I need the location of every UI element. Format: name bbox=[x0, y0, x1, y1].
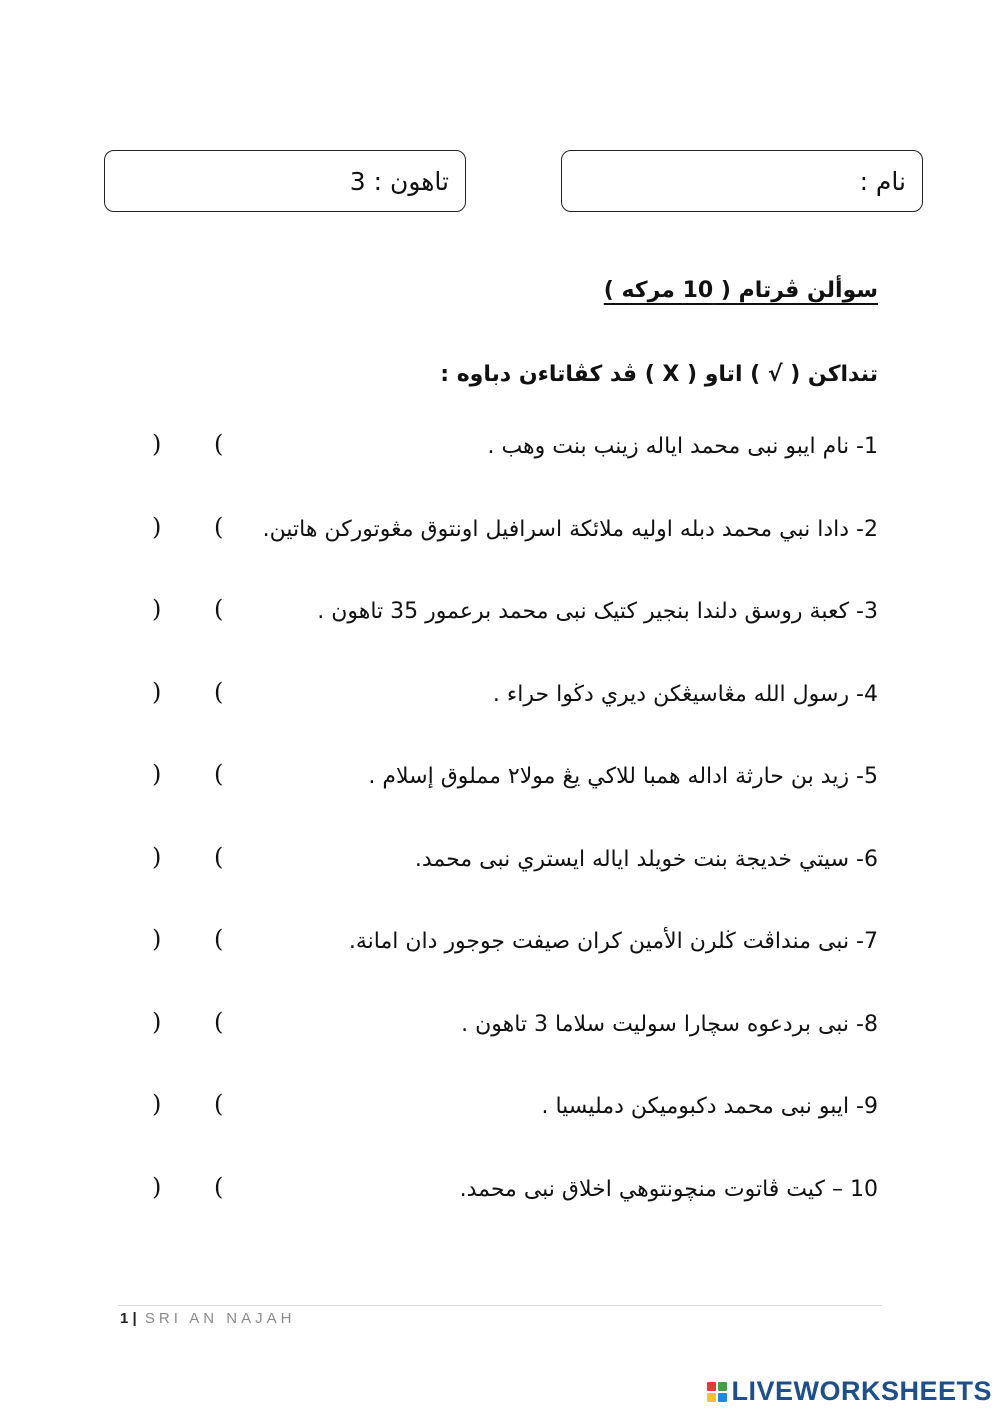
name-field[interactable] bbox=[561, 150, 923, 212]
question-text: 9- ايبو نبى محمد دكبوميكن دمليسيا . bbox=[541, 1094, 878, 1119]
answer-slot[interactable] bbox=[168, 925, 210, 961]
logo-square-3 bbox=[707, 1393, 716, 1402]
footer-divider bbox=[118, 1305, 882, 1306]
logo-square-2 bbox=[718, 1382, 727, 1391]
answer-bracket-close: ) bbox=[152, 513, 162, 541]
section-title: سوألن ڤرتام ( 10 مركه ) bbox=[603, 278, 878, 303]
liveworksheets-logo bbox=[707, 1376, 992, 1407]
question-text: 7- نبى منداڤت ڬلرن الأمين كران صيفت جوجور دان امانة. bbox=[348, 929, 878, 954]
answer-bracket-open: ( bbox=[214, 430, 224, 458]
answer-bracket-open: ( bbox=[214, 1008, 224, 1036]
question-row bbox=[0, 1006, 1000, 1050]
question-text: 5- زيد بن حارثة اداله همبا للاكي يڠ مولا٢ مملوق إسلام . bbox=[368, 764, 878, 789]
answer-bracket-close: ) bbox=[152, 843, 162, 871]
question-row bbox=[0, 428, 1000, 472]
answer-slot[interactable] bbox=[168, 513, 210, 549]
question-row bbox=[0, 593, 1000, 637]
question-row bbox=[0, 1088, 1000, 1132]
answer-bracket-open: ( bbox=[214, 925, 224, 953]
question-row bbox=[0, 923, 1000, 967]
answer-bracket-close: ) bbox=[152, 925, 162, 953]
answer-bracket-close: ) bbox=[152, 678, 162, 706]
answer-slot[interactable] bbox=[168, 1173, 210, 1209]
answer-bracket-close: ) bbox=[152, 760, 162, 788]
logo-square-4 bbox=[718, 1393, 727, 1402]
footer bbox=[120, 1310, 295, 1327]
answer-bracket-open: ( bbox=[214, 513, 224, 541]
question-row bbox=[0, 676, 1000, 720]
liveworksheets-text: LIVEWORKSHEETS bbox=[731, 1376, 992, 1406]
year-label: تاهون : 3 bbox=[349, 166, 449, 196]
instruction-text: تنداكن ( √ ) اتاو ( X ) ڤد كڤاتاءن دباوه : bbox=[440, 362, 878, 387]
answer-bracket-close: ) bbox=[152, 595, 162, 623]
answer-bracket-close: ) bbox=[152, 430, 162, 458]
question-text: 4- رسول الله مڠاسيڠكن ديري دڬوا حراء . bbox=[492, 682, 878, 707]
answer-bracket-open: ( bbox=[214, 760, 224, 788]
answer-slot[interactable] bbox=[168, 843, 210, 879]
question-text: 3- كعبة روسق دلندا بنجير كتيک نبى محمد برعمور 35 تاهون . bbox=[317, 599, 878, 624]
answer-slot[interactable] bbox=[168, 1090, 210, 1126]
answer-bracket-open: ( bbox=[214, 595, 224, 623]
logo-square-1 bbox=[707, 1382, 716, 1391]
question-text: 8- نبى بردعوه سچارا سوليت سلاما 3 تاهون . bbox=[461, 1012, 878, 1037]
year-field bbox=[104, 150, 466, 212]
answer-slot[interactable] bbox=[168, 1008, 210, 1044]
question-text: 6- سيتي خديجة بنت خويلد اياله ايستري نبى محمد. bbox=[414, 847, 878, 872]
answer-bracket-open: ( bbox=[214, 678, 224, 706]
page-number: 1 | bbox=[120, 1310, 137, 1327]
question-row bbox=[0, 758, 1000, 802]
question-text: 1- نام ايبو نبى محمد اياله زينب بنت وهب . bbox=[487, 434, 878, 459]
answer-slot[interactable] bbox=[168, 760, 210, 796]
question-row bbox=[0, 511, 1000, 555]
answer-bracket-open: ( bbox=[214, 1173, 224, 1201]
liveworksheets-logo-icon bbox=[707, 1382, 727, 1402]
answer-bracket-close: ) bbox=[152, 1173, 162, 1201]
question-text: 2- دادا نبي محمد دبله اوليه ملائكة اسرافيل اونتوق مڠوتوركن هاتين. bbox=[262, 517, 878, 542]
school-name: SRI AN NAJAH bbox=[144, 1310, 296, 1327]
question-text: 10 – كيت ڤاتوت منچونتوهي اخلاق نبى محمد. bbox=[459, 1177, 878, 1202]
answer-bracket-open: ( bbox=[214, 1090, 224, 1118]
answer-bracket-close: ) bbox=[152, 1008, 162, 1036]
answer-slot[interactable] bbox=[168, 678, 210, 714]
answer-slot[interactable] bbox=[168, 430, 210, 466]
question-row bbox=[0, 1171, 1000, 1215]
answer-bracket-open: ( bbox=[214, 843, 224, 871]
answer-bracket-close: ) bbox=[152, 1090, 162, 1118]
question-row bbox=[0, 841, 1000, 885]
name-label: نام : bbox=[859, 166, 906, 196]
answer-slot[interactable] bbox=[168, 595, 210, 631]
